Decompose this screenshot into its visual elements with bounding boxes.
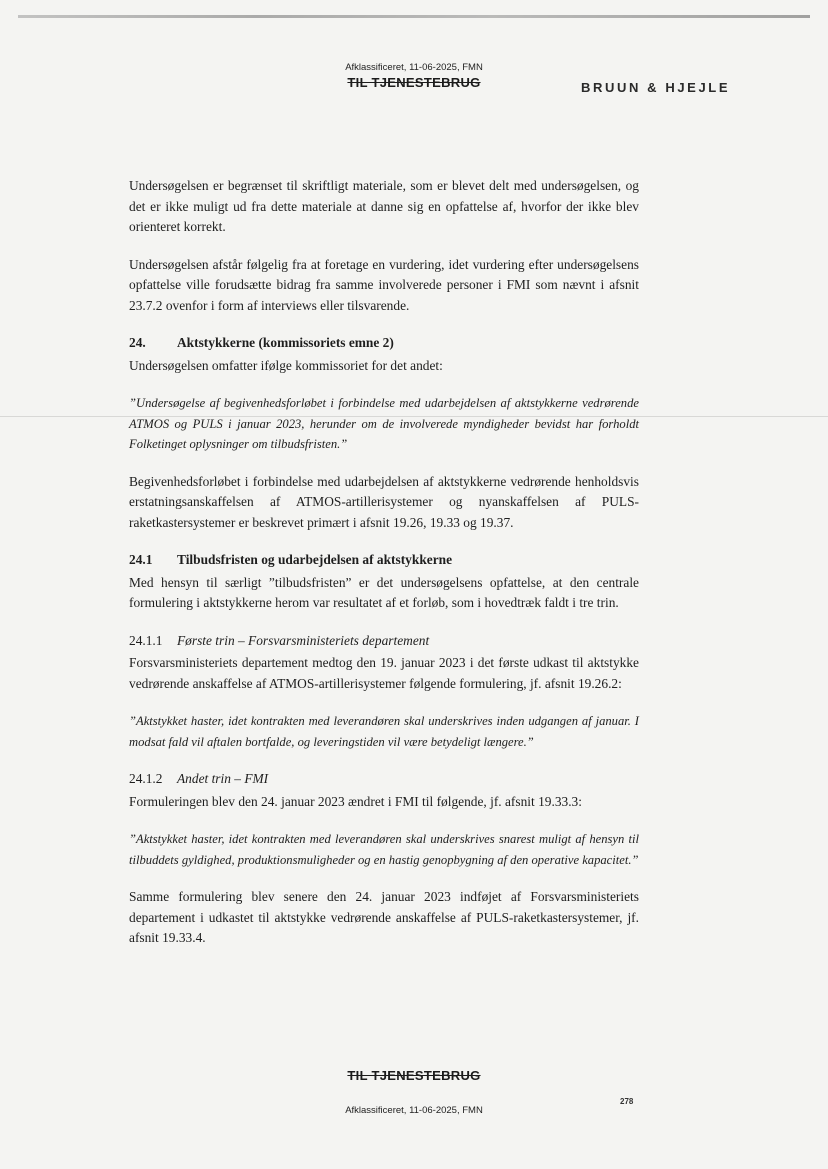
section-title: Andet trin – FMI — [177, 771, 269, 786]
section-title: Tilbudsfristen og udarbejdelsen af aktstykkerne — [177, 552, 453, 567]
section-number: 24.1.2 — [129, 771, 163, 786]
section-heading-24-1-1 — [129, 631, 639, 652]
header-classification-stamp: TIL TJENESTEBRUG — [347, 75, 481, 90]
paragraph-7: Formuleringen blev den 24. januar 2023 ændret i FMI til følgende, jf. afsnit 19.33.3: — [129, 793, 582, 809]
section-heading-24-1 — [129, 550, 639, 571]
firm-name: BRUUN & HJEJLE — [581, 80, 731, 95]
quote-3: ”Aktstykket haster, idet kontrakten med leverandøren skal underskrives snarest muligt af hensyn til tilbuddets gyldighed, produktionsmuligheder og en hastig genopbygning af den operative kapacitet.” — [129, 832, 639, 867]
section-title: Første trin – Forsvarsministeriets departement — [177, 632, 430, 648]
section-number: 24. — [129, 335, 146, 350]
paragraph-8: Samme formulering blev senere den 24. januar 2023 indføjet af Forsvarsministeriets departement i udkastet til aktstykke vedrørende anskaffelse af PULS-raketkastersystemer, jf. afsnit 19.33.4. — [129, 889, 639, 945]
paragraph-1: Undersøgelsen er begrænset til skriftligt materiale, som er blevet delt med undersøgelsen, og det er ikke muligt ud fra dette materiale at danne sig en opfattelse af, hvorfor der ikke blev orienteret korrekt. — [129, 178, 639, 234]
quote-2: ”Aktstykket haster, idet kontrakten med leverandøren skal underskrives inden udgangen af januar. I modsat fald vil aftalen bortfalde, og leveringstiden vil være betydeligt længere.” — [129, 714, 639, 749]
page-number: 278 — [620, 1097, 634, 1106]
paragraph-6: Forsvarsministeriets departement medtog den 19. januar 2023 i det første udkast til aktstykke vedrørende anskaffelse af ATMOS-artillerisystemer følgende formulering, jf. afsnit 19.26.2: — [129, 655, 639, 691]
header-declassification: Afklassificeret, 11-06-2025, FMN — [345, 62, 483, 73]
section-heading-24 — [129, 333, 639, 354]
page-body — [129, 176, 639, 966]
quote-1: ”Undersøgelse af begivenhedsforløbet i forbindelse med udarbejdelsen af aktstykkerne vedrørende ATMOS og PULS i januar 2023, herunder om de involverede myndigheder bevidst har forholdt Folketinget oplysninger om tilbudsfristen.” — [129, 396, 639, 451]
paragraph-3: Undersøgelsen omfatter ifølge kommissoriet for det andet: — [129, 357, 443, 373]
paragraph-4: Begivenhedsforløbet i forbindelse med udarbejdelsen af aktstykkerne vedrørende henholdsvis erstatningsanskaffelsen af ATMOS-artillerisystemer og nyanskaffelsen af PULS-raketkastersystemer er beskrevet primært i afsnit 19.26, 19.33 og 19.37. — [129, 473, 639, 530]
section-number: 24.1.1 — [129, 632, 163, 648]
paragraph-2: Undersøgelsen afstår følgelig fra at foretage en vurdering, idet vurdering efter undersøgelsens opfattelse ville forudsætte bidrag fra samme involverede personer i FMI som nævnt i afsnit 23.7.2 ovenfor i form af interviews eller tilsvarende. — [129, 256, 639, 313]
section-title: Aktstykkerne (kommissoriets emne 2) — [177, 335, 394, 350]
footer-classification-stamp: TIL TJENESTEBRUG — [347, 1068, 481, 1083]
scan-edge — [18, 15, 810, 18]
section-number: 24.1 — [129, 552, 153, 567]
section-heading-24-1-2 — [129, 769, 639, 790]
footer-declassification: Afklassificeret, 11-06-2025, FMN — [345, 1105, 483, 1116]
paragraph-5: Med hensyn til særligt ”tilbudsfristen” er det undersøgelsens opfattelse, at den centrale formulering i aktstykkerne herom var resultatet af et forløb, som i hovedtræk faldt i tre trin. — [129, 574, 639, 610]
